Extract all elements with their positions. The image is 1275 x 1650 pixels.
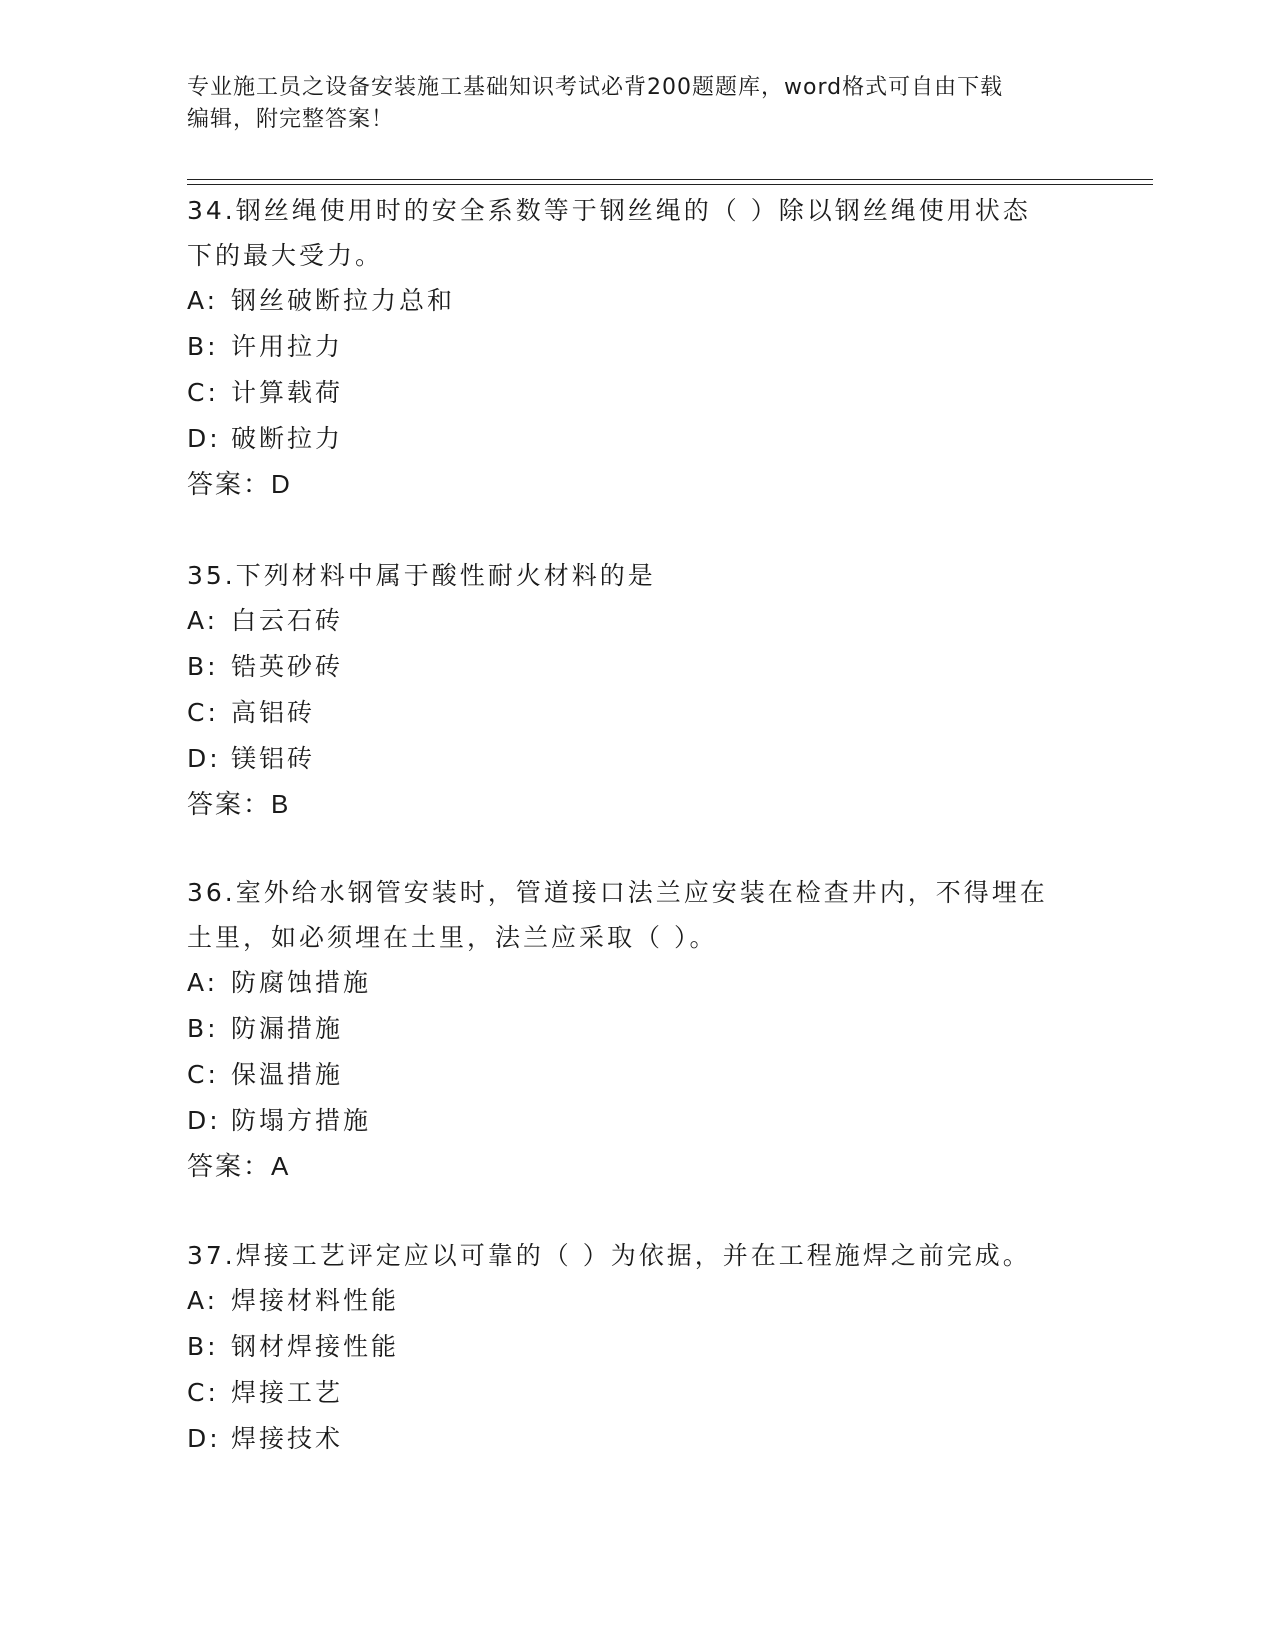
option-key: C:: [187, 378, 219, 407]
option-d: [187, 736, 1087, 782]
header-title-line2: 编辑，附完整答案！: [187, 107, 395, 132]
option-text: 防漏措施: [231, 1014, 344, 1043]
option-d: [187, 416, 1087, 462]
option-text: 破断拉力: [231, 424, 344, 453]
question-stem-line2: 土里，如必须埋在土里，法兰应采取（ ）。: [187, 923, 718, 952]
option-text: 焊接材料性能: [231, 1286, 400, 1315]
option-key: A:: [187, 968, 219, 997]
option-text: 镁铝砖: [231, 744, 316, 773]
option-a: [187, 960, 1087, 1006]
option-key: D:: [187, 1106, 221, 1135]
option-key: C:: [187, 1378, 219, 1407]
option-c: [187, 370, 1087, 416]
option-text: 锆英砂砖: [231, 652, 344, 681]
option-key: B:: [187, 1014, 219, 1043]
option-text: 许用拉力: [231, 332, 344, 361]
option-a: [187, 1278, 1087, 1324]
option-d: [187, 1098, 1087, 1144]
option-key: D:: [187, 424, 221, 453]
header-title-line1: 专业施工员之设备安装施工基础知识考试必背200题题库，word格式可自由下载: [187, 75, 1004, 100]
option-key: D:: [187, 1424, 221, 1453]
question-stem-line1: 36.室外给水钢管安装时，管道接口法兰应安装在检查井内，不得埋在: [187, 878, 1048, 907]
option-key: D:: [187, 744, 221, 773]
question-37: [187, 1233, 1087, 1462]
option-text: 焊接技术: [231, 1424, 344, 1453]
document-header: [187, 72, 1087, 136]
option-key: C:: [187, 1060, 219, 1089]
header-divider-top: [187, 179, 1153, 180]
option-key: B:: [187, 1332, 219, 1361]
answer-line: 答案：B: [187, 789, 291, 819]
option-c: [187, 1370, 1087, 1416]
option-key: A:: [187, 1286, 219, 1315]
question-34: [187, 188, 1087, 506]
option-key: A:: [187, 286, 219, 315]
option-b: [187, 1324, 1087, 1370]
option-c: [187, 1052, 1087, 1098]
option-b: [187, 1006, 1087, 1052]
option-key: A:: [187, 606, 219, 635]
option-text: 防塌方措施: [231, 1106, 372, 1135]
answer-line: 答案：A: [187, 1151, 291, 1181]
option-text: 计算载荷: [231, 378, 344, 407]
option-text: 保温措施: [231, 1060, 344, 1089]
option-text: 防腐蚀措施: [231, 968, 372, 997]
question-36: [187, 870, 1087, 1188]
option-text: 焊接工艺: [231, 1378, 344, 1407]
question-stem-line2: 下的最大受力。: [187, 241, 384, 270]
option-a: [187, 598, 1087, 644]
option-key: B:: [187, 332, 219, 361]
option-c: [187, 690, 1087, 736]
option-key: B:: [187, 652, 219, 681]
option-text: 钢丝破断拉力总和: [231, 286, 456, 315]
question-stem-line1: 35.下列材料中属于酸性耐火材料的是: [187, 561, 656, 590]
option-d: [187, 1416, 1087, 1462]
header-divider-bottom: [187, 184, 1153, 185]
answer-line: 答案：D: [187, 469, 292, 499]
question-35: [187, 553, 1087, 826]
option-text: 高铝砖: [231, 698, 316, 727]
option-text: 白云石砖: [231, 606, 344, 635]
option-a: [187, 278, 1087, 324]
option-key: C:: [187, 698, 219, 727]
option-b: [187, 324, 1087, 370]
option-b: [187, 644, 1087, 690]
question-stem-line1: 34.钢丝绳使用时的安全系数等于钢丝绳的（ ）除以钢丝绳使用状态: [187, 196, 1031, 225]
question-stem-line1: 37.焊接工艺评定应以可靠的（ ）为依据，并在工程施焊之前完成。: [187, 1241, 1031, 1270]
option-text: 钢材焊接性能: [231, 1332, 400, 1361]
